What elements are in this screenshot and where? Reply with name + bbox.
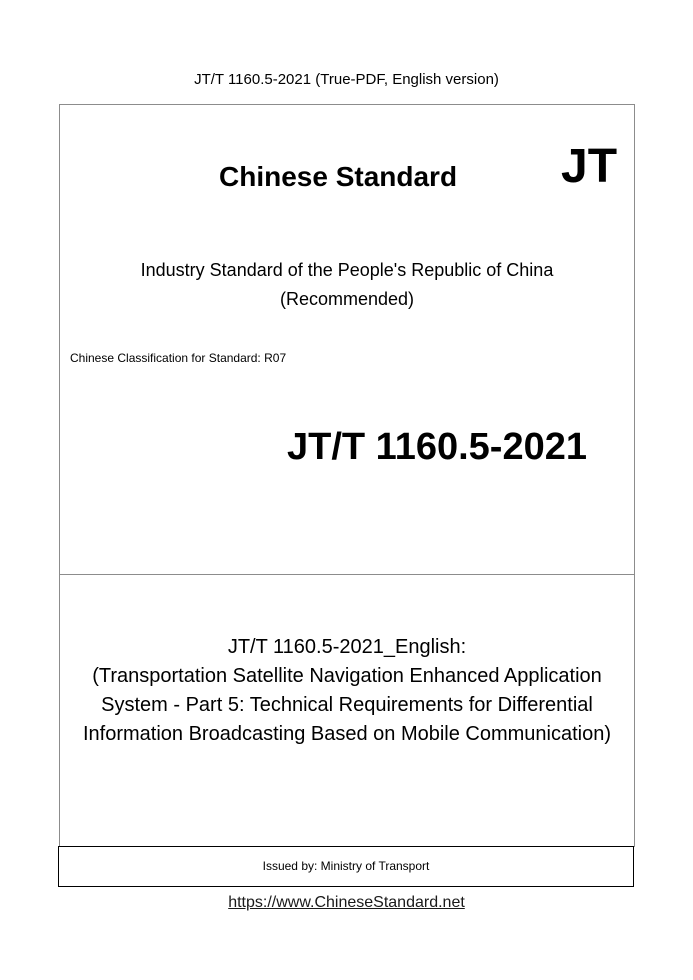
- website-link[interactable]: https://www.ChineseStandard.net: [228, 894, 465, 911]
- standard-number: JT/T 1160.5-2021: [287, 426, 587, 468]
- title-line: JT/T 1160.5-2021_English:: [227, 636, 467, 658]
- classification-label: Chinese Classification for Standard: R07: [70, 351, 287, 365]
- industry-standard-line: Industry Standard of the People's Republic of China: [140, 260, 554, 280]
- issued-by-label: Issued by: Ministry of Transport: [262, 859, 430, 873]
- title-line: Information Broadcasting Based on Mobile Communication): [82, 723, 612, 745]
- document-title: [59, 633, 635, 749]
- footer: [0, 893, 693, 913]
- title-line: System - Part 5: Technical Requirements for Differential: [101, 694, 593, 716]
- brand-title: Chinese Standard: [219, 161, 458, 192]
- document-header: JT/T 1160.5-2021 (True-PDF, English version): [194, 71, 499, 88]
- title-line: (Transportation Satellite Navigation Enhanced Application: [92, 665, 602, 687]
- issued-by-box: [58, 846, 634, 887]
- recommended-label: (Recommended): [279, 289, 415, 309]
- brand-code: JT: [561, 140, 618, 193]
